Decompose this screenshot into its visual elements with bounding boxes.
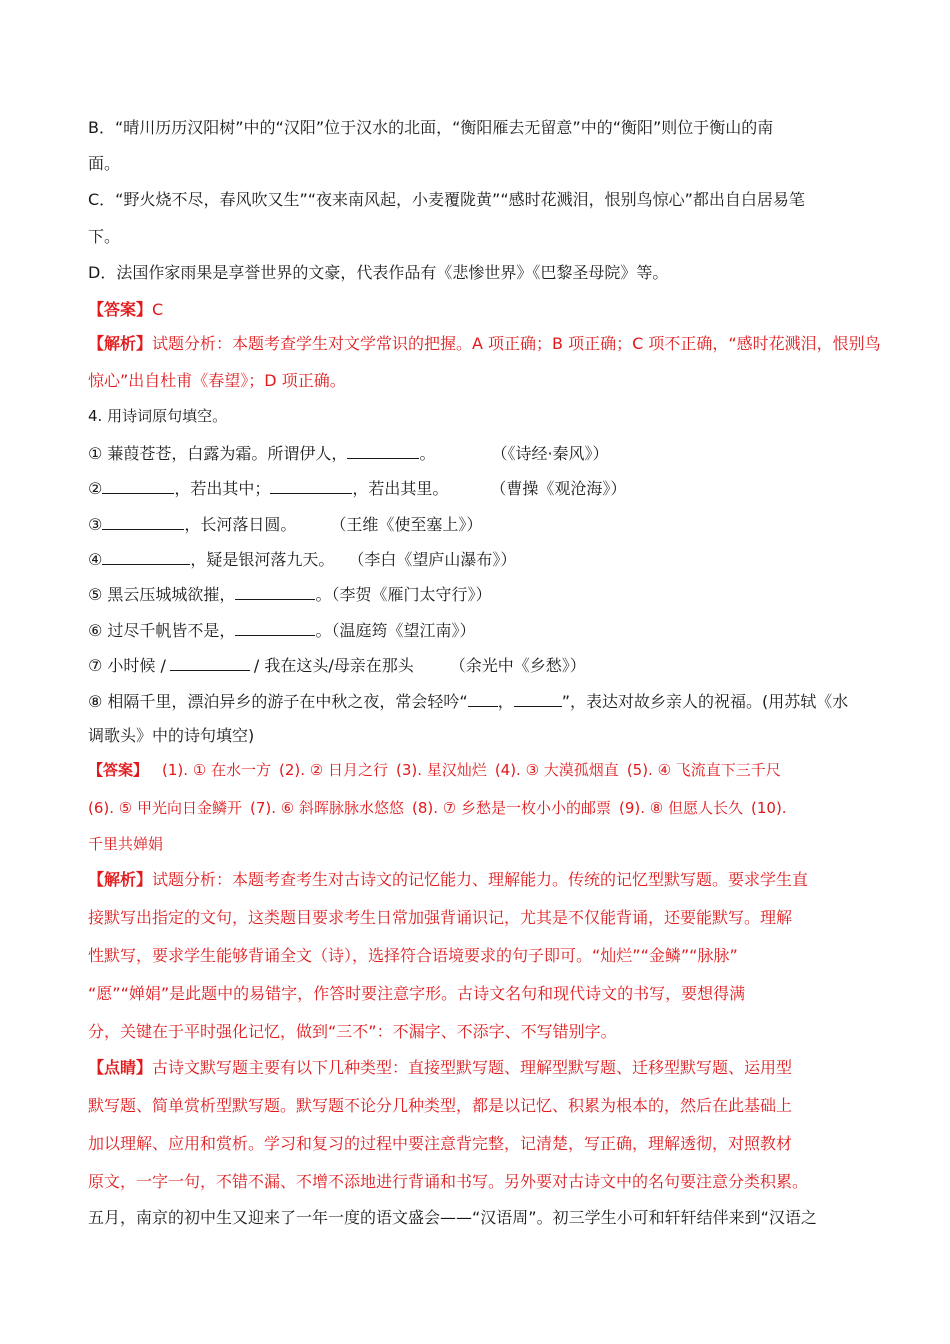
q4-item-6 bbox=[88, 619, 475, 641]
q4-item-6-text: ⑥ 过尽千帆皆不是， bbox=[88, 621, 236, 640]
option-b-line-2: 面。 bbox=[88, 154, 121, 173]
q4-item-7 bbox=[88, 654, 586, 676]
q4-item-8-text: ⑧ 相隔千里，漂泊异乡的游子在中秋之夜，常会轻吟“ bbox=[88, 692, 468, 711]
q4-item-4-source: （李白《望庐山瀑布》） bbox=[348, 550, 517, 569]
answers-tag: 【答案】 bbox=[88, 761, 149, 779]
analysis2-line-4: “愿”“婵娟”是此题中的易错字，作答时要注意字形。古诗文名句和现代诗文的书写，要想得满 bbox=[88, 984, 746, 1003]
q4-item-6-source: （温庭筠《望江南》） bbox=[331, 621, 476, 640]
q4-item-5-end: 。 bbox=[315, 585, 332, 604]
analysis2-line-2: 接默写出指定的文句，这类题目要求考生日常加强背诵识记，尤其是不仅能背诵，还要能默写。理解 bbox=[88, 908, 793, 927]
tips-line-1 bbox=[88, 1058, 792, 1078]
option-d-line: D．法国作家雨果是享誉世界的文豪，代表作品有《悲惨世界》《巴黎圣母院》等。 bbox=[88, 263, 669, 282]
q4-item-2-blank-2[interactable] bbox=[270, 477, 352, 494]
answer-5: (5). ④ 飞流直下三千尺 bbox=[626, 761, 781, 779]
analysis2-line-1 bbox=[88, 870, 808, 890]
q4-item-8-line-2: 调歌头》中的诗句填空) bbox=[88, 726, 255, 745]
q4-item-3-num: ③ bbox=[88, 515, 103, 534]
answer-3: (3). 星汉灿烂 bbox=[396, 761, 487, 779]
q4-item-3-blank[interactable] bbox=[102, 513, 184, 530]
q4-item-3-source: （王维《使至塞上》） bbox=[330, 515, 483, 534]
answer-line bbox=[88, 300, 163, 320]
answers-row-2 bbox=[88, 798, 795, 818]
q4-item-7-end: / 我在这头/母亲在那头 bbox=[253, 656, 414, 675]
tips-tag: 【点睛】 bbox=[88, 1058, 153, 1077]
option-b-line-1: B．“晴川历历汉阳树”中的“汉阳”位于汉水的北面，“衡阳雁去无留意”中的“衡阳”则位于衡山的南 bbox=[88, 118, 774, 137]
q4-item-2-num: ② bbox=[88, 479, 103, 498]
answer-8: (8). ⑦ 乡愁是一枚小小的邮票 bbox=[412, 799, 612, 817]
q4-item-6-end: 。 bbox=[315, 621, 332, 640]
q4-item-4 bbox=[88, 548, 516, 570]
q4-item-8-blank-2[interactable] bbox=[514, 690, 562, 707]
answer-6: (6). ⑤ 甲光向日金鳞开 bbox=[88, 799, 242, 817]
q4-item-1 bbox=[88, 442, 609, 464]
q4-item-2 bbox=[88, 477, 626, 499]
q4-item-5-text: ⑤ 黑云压城城欲摧， bbox=[88, 585, 236, 604]
q4-item-8-comma: ， bbox=[497, 692, 514, 711]
option-c-line-1: C．“野火烧不尽，春风吹又生”“夜来南风起，小麦覆陇黄”“感时花溅泪，恨别鸟惊心”都出自白居易笔 bbox=[88, 190, 805, 209]
q4-item-4-blank[interactable] bbox=[102, 548, 190, 565]
q4-item-3-end: ，长河落日圆。 bbox=[184, 515, 297, 534]
answer-7: (7). ⑥ 斜晖脉脉水悠悠 bbox=[250, 799, 404, 817]
answers-row-1 bbox=[88, 760, 789, 780]
q4-item-2-blank-1[interactable] bbox=[102, 477, 174, 494]
passage-intro-line: 五月，南京的初中生又迎来了一年一度的语文盛会——“汉语周”。初三学生小可和轩轩结伴来到“汉语之 bbox=[88, 1208, 817, 1227]
analysis2-tag: 【解析】 bbox=[88, 870, 153, 889]
question-4-title: 4. 用诗词原句填空。 bbox=[88, 407, 228, 425]
q4-item-1-end: 。 bbox=[419, 444, 436, 463]
analysis-text-1: 试题分析：本题考查学生对文学常识的把握。A 项正确；B 项正确；C 项不正确，“感时花溅泪，恨别鸟 bbox=[152, 334, 881, 353]
tips-line-4: 原文，一字一句，不错不漏、不增不添地进行背诵和书写。另外要对古诗文中的名句要注意分类积累。 bbox=[88, 1172, 809, 1191]
answer-tag: 【答案】 bbox=[88, 300, 153, 319]
answer-2: (2). ② 日月之行 bbox=[279, 761, 389, 779]
analysis2-text-1: 试题分析：本题考查考生对古诗文的记忆能力、理解能力。传统的记忆型默写题。要求学生直 bbox=[152, 870, 809, 889]
q4-item-2-end: ，若出其里。 bbox=[352, 479, 449, 498]
q4-item-1-text: ① 蒹葭苍苍，白露为霜。所谓伊人， bbox=[88, 444, 348, 463]
q4-item-4-num: ④ bbox=[88, 550, 103, 569]
tips-text-1: 古诗文默写题主要有以下几种类型：直接型默写题、理解型默写题、迁移型默写题、运用型 bbox=[152, 1058, 793, 1077]
answer-value: C bbox=[152, 300, 164, 319]
tips-line-3: 加以理解、应用和赏析。学习和复习的过程中要注意背完整，记清楚，写正确，理解透彻，对照教材 bbox=[88, 1134, 793, 1153]
analysis-tag: 【解析】 bbox=[88, 334, 153, 353]
answer-4: (4). ③ 大漠孤烟直 bbox=[494, 761, 619, 779]
answers-row-3: 千里共婵娟 bbox=[88, 835, 164, 853]
q4-item-3 bbox=[88, 513, 482, 535]
q4-item-8-blank-1[interactable] bbox=[468, 690, 498, 707]
q4-item-2-source: （曹操《观沧海》） bbox=[490, 479, 627, 498]
answer-9: (9). ⑧ 但愿人长久 bbox=[619, 799, 744, 817]
q4-item-7-blank[interactable] bbox=[170, 654, 250, 671]
q4-item-5-source: （李贺《雁门太守行》） bbox=[331, 585, 492, 604]
q4-item-4-end: ，疑是银河落九天。 bbox=[190, 550, 335, 569]
answer-1: (1). ① 在水一方 bbox=[162, 761, 272, 779]
analysis-line-1 bbox=[88, 334, 881, 354]
analysis-line-2: 惊心”出自杜甫《春望》；D 项正确。 bbox=[88, 371, 346, 390]
option-c-line-2: 下。 bbox=[88, 227, 121, 246]
q4-item-5 bbox=[88, 583, 491, 605]
q4-item-6-blank[interactable] bbox=[235, 619, 315, 636]
analysis2-line-5: 分，关键在于平时强化记忆，做到“三不”：不漏字、不添字、不写错别字。 bbox=[88, 1022, 617, 1041]
q4-item-5-blank[interactable] bbox=[235, 583, 315, 600]
q4-item-8-line-1 bbox=[88, 690, 848, 712]
tips-line-2: 默写题、简单赏析型默写题。默写题不论分几种类型，都是以记忆、积累为根本的，然后在此基础上 bbox=[88, 1096, 793, 1115]
q4-item-1-source: （《诗经·秦风》） bbox=[491, 444, 609, 463]
q4-item-7-text: ⑦ 小时候 / bbox=[88, 656, 166, 675]
q4-item-8-text-end: ”，表达对故乡亲人的祝福。(用苏轼《水 bbox=[561, 692, 849, 711]
q4-item-2-mid: ，若出其中； bbox=[174, 479, 271, 498]
answer-10: (10). bbox=[751, 799, 787, 817]
q4-item-7-source: （余光中《乡愁》） bbox=[449, 656, 586, 675]
q4-item-1-blank[interactable] bbox=[347, 442, 419, 459]
analysis2-line-3: 性默写，要求学生能够背诵全文（诗），选择符合语境要求的句子即可。“灿烂”“金鳞”“脉脉” bbox=[88, 946, 738, 965]
